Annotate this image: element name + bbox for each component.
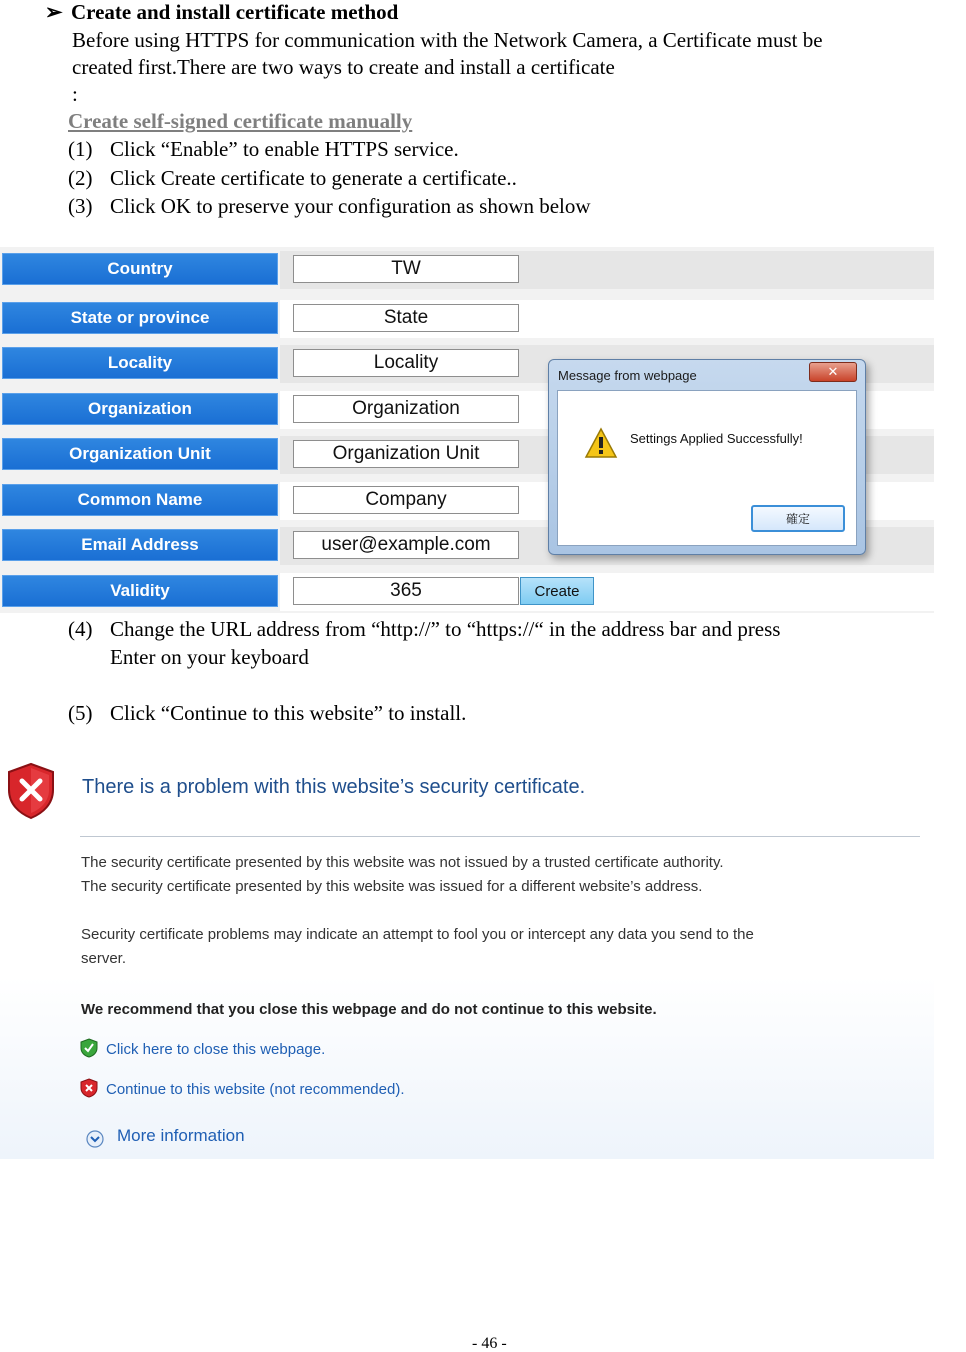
step-text: Click “Continue to this website” to install. — [110, 701, 467, 725]
subheading: Create self-signed certificate manually — [68, 109, 413, 133]
certificate-form-screenshot — [0, 247, 934, 613]
dialog-title: Message from webpage — [558, 368, 697, 383]
step-number: (2) — [68, 166, 93, 190]
cert-line-1: The security certificate presented by this website was not issued by a trusted certificate authority. — [81, 854, 724, 871]
form-row-state — [0, 298, 934, 338]
step-3 — [68, 192, 591, 220]
step-5 — [68, 699, 466, 727]
cert-line-4: server. — [81, 950, 127, 967]
divider — [80, 836, 920, 837]
step-number: (3) — [68, 194, 93, 218]
cert-line-2: The security certificate presented by this website was issued for a different website’s address. — [81, 878, 703, 895]
state-field[interactable]: State — [293, 304, 519, 332]
continue-website-link[interactable]: Continue to this website (not recommended). — [106, 1081, 405, 1098]
organization-label: Organization — [2, 393, 278, 425]
message-dialog — [548, 359, 866, 555]
cert-line-3: Security certificate problems may indicate an attempt to fool you or intercept any data you send to the — [81, 926, 754, 943]
cert-title: There is a problem with this website’s security certificate. — [82, 776, 586, 798]
step-text: Click “Enable” to enable HTTPS service. — [110, 137, 459, 161]
arrow-bullet-icon: ➢ — [45, 0, 63, 24]
step-4-continued: Enter on your keyboard — [110, 645, 309, 669]
dialog-body — [557, 390, 857, 546]
common-name-label: Common Name — [2, 484, 278, 516]
ok-button[interactable]: 確定 — [751, 505, 845, 532]
intro-line-2: created first.There are two ways to create and install a certificate — [72, 55, 615, 79]
page-number: - 46 - — [472, 1335, 507, 1352]
more-information-link[interactable]: More information — [117, 1126, 245, 1145]
organization-unit-label: Organization Unit — [2, 438, 278, 470]
email-label: Email Address — [2, 529, 278, 561]
locality-field[interactable]: Locality — [293, 349, 519, 377]
cert-recommendation: We recommend that you close this webpage and do not continue to this website. — [81, 1001, 657, 1018]
section-heading — [45, 0, 398, 24]
warning-icon — [584, 427, 618, 459]
email-field[interactable]: user@example.com — [293, 531, 519, 559]
green-shield-icon — [80, 1038, 98, 1058]
close-icon[interactable]: ✕ — [809, 362, 857, 382]
step-text: Click OK to preserve your configuration as shown below — [110, 194, 591, 218]
country-field[interactable]: TW — [293, 255, 519, 283]
error-shield-icon — [6, 762, 56, 820]
dialog-message: Settings Applied Successfully! — [630, 431, 803, 446]
close-webpage-link[interactable]: Click here to close this webpage. — [106, 1041, 326, 1058]
validity-field[interactable]: 365 — [293, 577, 519, 605]
step-4 — [68, 615, 780, 643]
step-number: (5) — [68, 701, 93, 725]
step-2 — [68, 164, 517, 192]
locality-label: Locality — [2, 347, 278, 379]
state-label: State or province — [2, 302, 278, 334]
form-row-country — [0, 249, 934, 289]
organization-field[interactable]: Organization — [293, 395, 519, 423]
intro-line-1: Before using HTTPS for communication with the Network Camera, a Certificate must be — [72, 28, 823, 52]
create-button[interactable]: Create — [520, 577, 594, 605]
step-text: Click Create certificate to generate a certificate.. — [110, 166, 517, 190]
chevron-down-icon[interactable] — [86, 1130, 104, 1148]
step-text: Change the URL address from “http://” to “https://“ in the address bar and press — [110, 617, 781, 641]
organization-unit-field[interactable]: Organization Unit — [293, 440, 519, 468]
step-1 — [68, 135, 459, 163]
step-number: (4) — [68, 617, 93, 641]
intro-colon: : — [72, 82, 78, 106]
red-shield-icon — [80, 1078, 98, 1098]
validity-label: Validity — [2, 575, 278, 607]
section-heading-text: Create and install certificate method — [71, 0, 399, 24]
step-number: (1) — [68, 137, 93, 161]
common-name-field[interactable]: Company — [293, 486, 519, 514]
form-row-validity — [0, 571, 934, 611]
country-label: Country — [2, 253, 278, 285]
certificate-warning-screenshot — [0, 754, 934, 1159]
